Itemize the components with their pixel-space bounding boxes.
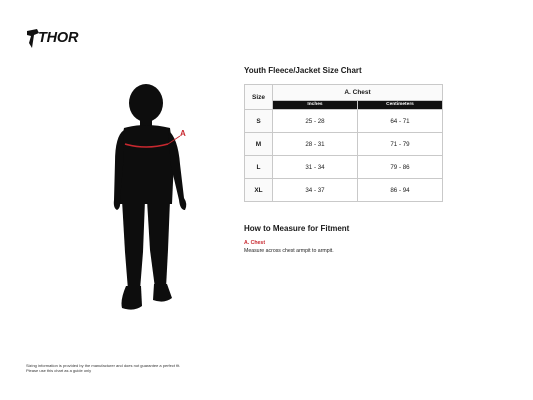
disclaimer-line-2: Please use this chart as a guide only [26,368,92,374]
table-row [245,110,443,133]
size-table [244,84,443,202]
table-row [245,133,443,156]
size-cell: L [245,156,273,179]
cm-cell: 71 - 79 [358,133,443,156]
table-row [245,156,443,179]
measure-chest-description: Measure across chest armpit to armpit. [244,248,334,254]
table-row [245,179,443,202]
chest-column-header: A. Chest [273,85,443,101]
measure-section-title: How to Measure for Fitment [244,224,350,233]
chest-marker-label: A [180,129,186,138]
child-silhouette [100,82,200,314]
disclaimer [26,363,246,373]
brand-wordmark: THOR [38,30,79,46]
chart-title: Youth Fleece/Jacket Size Chart [244,66,362,75]
cm-cell: 64 - 71 [358,110,443,133]
inches-cell: 31 - 34 [273,156,358,179]
cm-cell: 79 - 86 [358,156,443,179]
measure-chest-label: A. Chest [244,240,266,246]
size-cell: S [245,110,273,133]
size-column-header: Size [245,85,273,110]
inches-cell: 28 - 31 [273,133,358,156]
disclaimer-line-1: Sizing information is provided by the manufacturer and does not guarantee a perfect fit. [26,363,181,368]
thor-logo [26,29,90,49]
size-cell: M [245,133,273,156]
inches-header: Inches [273,100,358,109]
centimeters-header: Centimeters [358,100,443,109]
inches-cell: 25 - 28 [273,110,358,133]
inches-cell: 34 - 37 [273,179,358,202]
cm-cell: 86 - 94 [358,179,443,202]
size-cell: XL [245,179,273,202]
